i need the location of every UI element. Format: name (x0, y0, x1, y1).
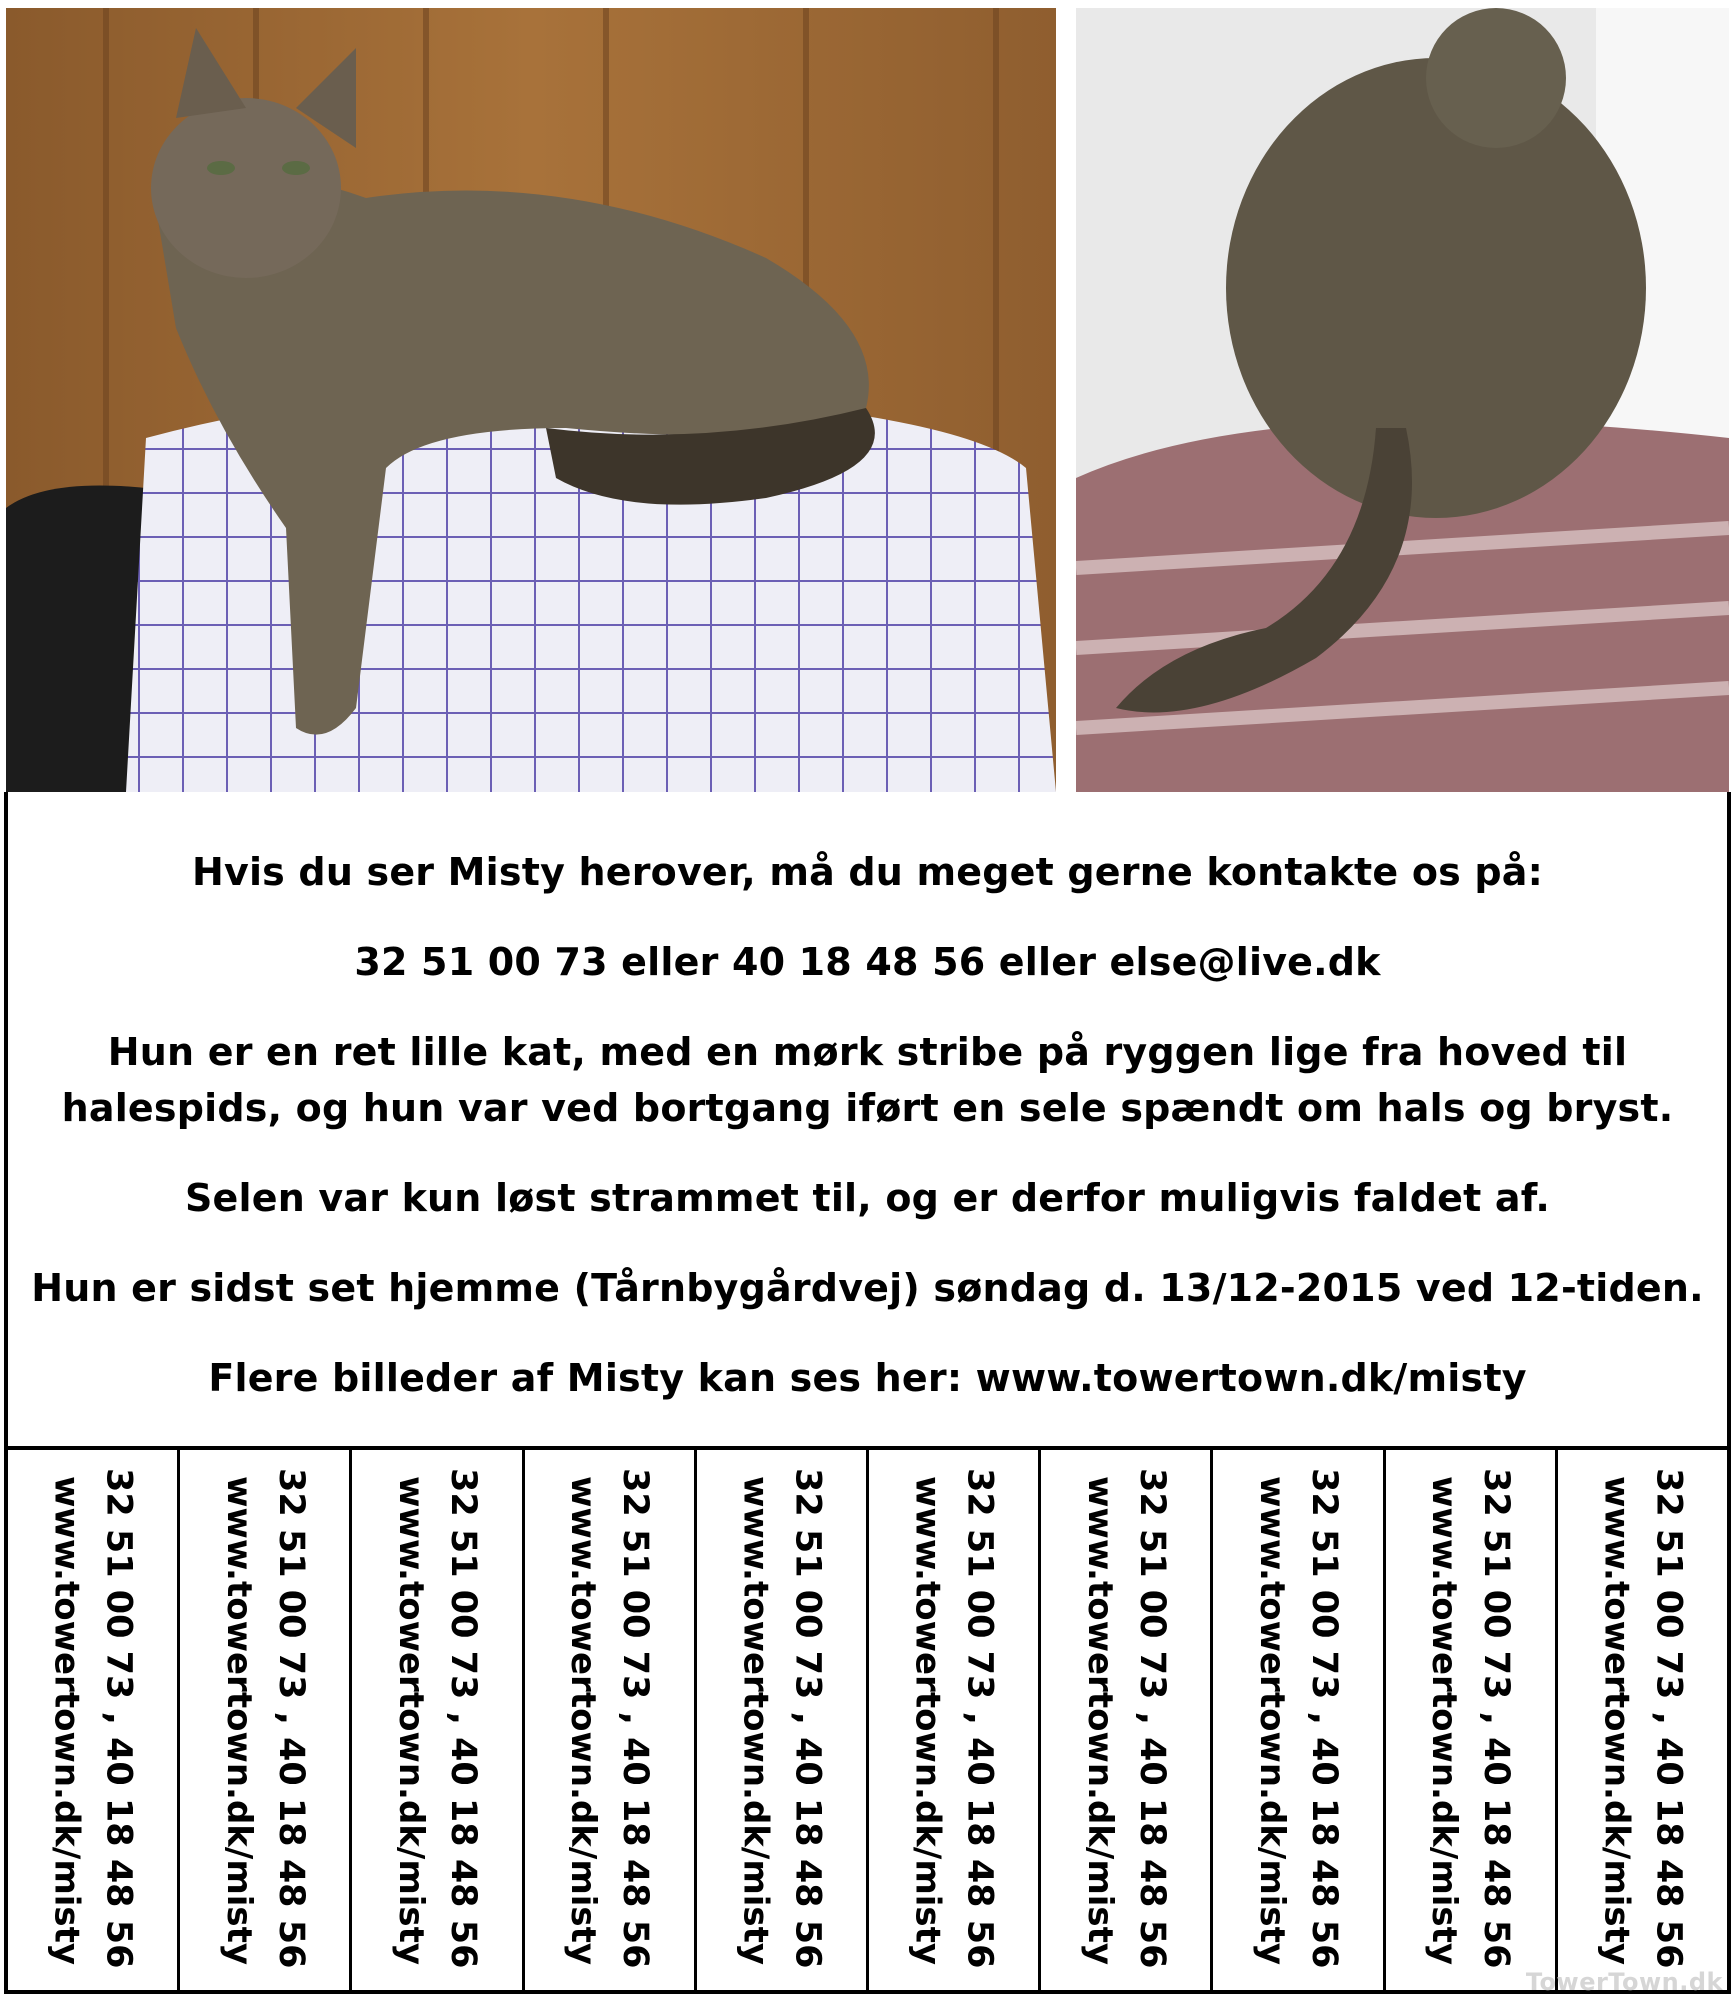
strip-text-group (729, 1468, 833, 1973)
strip-url: www.towertown.dk/misty (46, 1476, 87, 1966)
harness-note-text: Selen var kun løst strammet til, og er derfor muligvis faldet af. (184, 1176, 1550, 1220)
contact-request-text: Hvis du ser Misty herover, må du meget gerne kontakte os på: (191, 850, 1544, 894)
strip-url: www.towertown.dk/misty (563, 1476, 604, 1966)
tear-off-strip[interactable] (1041, 1450, 1213, 1990)
strip-url: www.towertown.dk/misty (1424, 1476, 1465, 1966)
strip-text-group (1074, 1468, 1178, 1973)
strip-url: www.towertown.dk/misty (1079, 1476, 1120, 1966)
strip-phone-numbers: 32 51 00 73 , 40 18 48 56 (787, 1468, 828, 1969)
strip-text-group (1246, 1468, 1350, 1973)
strip-text-group (557, 1468, 661, 1973)
strip-url: www.towertown.dk/misty (1596, 1476, 1637, 1966)
strip-url: www.towertown.dk/misty (391, 1476, 431, 1966)
strip-url: www.towertown.dk/misty (907, 1476, 948, 1966)
strip-url: www.towertown.dk/misty (735, 1476, 776, 1966)
description-line-1: Hun er en ret lille kat, med en mørk stribe på ryggen lige fra hoved til (107, 1030, 1628, 1074)
strip-text-group (213, 1468, 317, 1973)
last-seen-text: Hun er sidst set hjemme (Tårnbygårdvej) søndag d. 13/12-2015 ved 12-tiden. (31, 1266, 1704, 1310)
description-line-2: halespids, og hun var ved bortgang iført en sele spændt om hals og bryst. (61, 1086, 1674, 1130)
tear-off-strip[interactable] (869, 1450, 1041, 1990)
tear-off-strip[interactable] (180, 1450, 352, 1990)
tear-off-strip[interactable] (352, 1450, 524, 1990)
tear-off-strip[interactable] (1386, 1450, 1558, 1990)
strip-url: www.towertown.dk/misty (218, 1476, 259, 1966)
strip-text-group (1418, 1468, 1522, 1973)
strip-text-group (902, 1468, 1006, 1973)
tear-off-strip[interactable] (1558, 1450, 1727, 1990)
tear-off-strip[interactable] (8, 1450, 180, 1990)
strip-phone-numbers: 32 51 00 73 , 40 18 48 56 (98, 1468, 139, 1969)
tear-off-strips (4, 1446, 1731, 1994)
strip-phone-numbers: 32 51 00 73 , 40 18 48 56 (1304, 1468, 1345, 1969)
strip-phone-numbers: 32 51 00 73 , 40 18 48 56 (615, 1468, 656, 1969)
strip-phone-numbers: 32 51 00 73 , 40 18 48 56 (1648, 1468, 1689, 1969)
strip-phone-numbers: 32 51 00 73 , 40 18 48 56 (270, 1468, 311, 1969)
strip-phone-numbers: 32 51 00 73 , 40 18 48 56 (959, 1468, 1000, 1969)
strip-text-group (385, 1468, 489, 1973)
info-panel (4, 792, 1731, 1450)
cat-photo-from-behind (1076, 8, 1729, 792)
strip-text-group (41, 1468, 145, 1973)
strip-url: www.towertown.dk/misty (1252, 1476, 1293, 1966)
tear-off-strip[interactable] (525, 1450, 697, 1990)
strip-phone-numbers: 32 51 00 73 , 40 18 48 56 (1131, 1468, 1172, 1969)
strip-text-group (1590, 1468, 1694, 1973)
tear-off-strip[interactable] (1213, 1450, 1385, 1990)
strip-phone-numbers: 32 51 00 73 , 40 18 48 56 (1476, 1468, 1517, 1969)
cat-photo-lying (6, 8, 1056, 792)
contact-details-text: 32 51 00 73 eller 40 18 48 56 eller else@live.dk (354, 940, 1381, 984)
more-photos-text: Flere billeder af Misty kan ses her: www.towertown.dk/misty (208, 1356, 1527, 1400)
watermark: TowerTown.dk (1525, 1968, 1723, 1996)
tear-off-strip[interactable] (697, 1450, 869, 1990)
strip-phone-numbers: 32 51 00 73 , 40 18 48 56 (443, 1468, 483, 1969)
